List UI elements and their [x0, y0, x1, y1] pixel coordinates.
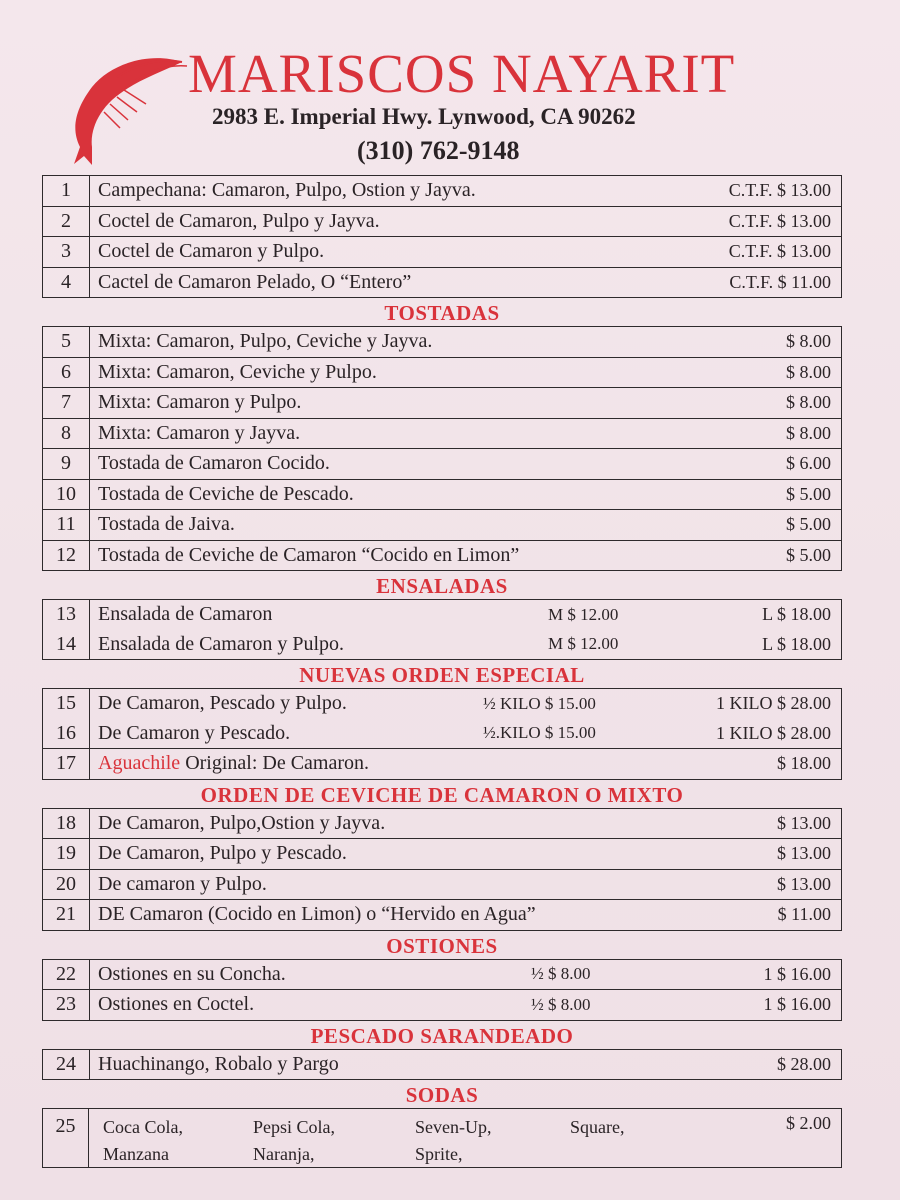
- item-number: 9: [43, 449, 90, 479]
- menu-list: [42, 175, 842, 1168]
- item-name-text: De Camaron, Pulpo y Pescado.: [98, 842, 347, 865]
- item-name: [90, 544, 841, 567]
- item-name-text: Coctel de Camaron y Pulpo.: [98, 240, 325, 263]
- menu-item[interactable]: [43, 509, 841, 540]
- item-name: [90, 903, 841, 926]
- item-name-text: De Camaron, Pescado y Pulpo.: [98, 692, 347, 715]
- item-price: $ 8.00: [786, 331, 831, 352]
- item-number: 19: [43, 839, 90, 869]
- menu-item[interactable]: [43, 600, 841, 630]
- item-price: C.T.F. $ 13.00: [728, 210, 831, 231]
- item-number: 7: [43, 388, 90, 418]
- menu-section: [42, 933, 842, 1021]
- item-name: [90, 1053, 841, 1076]
- menu-section: [42, 175, 842, 298]
- section-heading: NUEVAS ORDEN ESPECIAL: [299, 663, 585, 687]
- item-name-text: Mixta: Camaron, Ceviche y Pulpo.: [98, 360, 377, 383]
- item-price: $ 11.00: [777, 904, 831, 925]
- menu-section: [42, 573, 842, 660]
- section-heading: PESCADO SARANDEADO: [310, 1023, 574, 1048]
- item-name-text: Campechana: Camaron, Pulpo, Ostion y Jayva.: [98, 179, 476, 202]
- item-number: 18: [43, 809, 90, 839]
- item-name: [90, 483, 841, 506]
- soda-name: Sprite,: [415, 1143, 463, 1164]
- item-number: 8: [43, 419, 90, 449]
- item-price: C.T.F. $ 13.00: [728, 241, 831, 262]
- item-number: 10: [43, 480, 90, 510]
- section-heading: ORDEN DE CEVICHE DE CAMARON O MIXTO: [200, 782, 684, 807]
- menu-table: [42, 808, 842, 931]
- item-price: C.T.F. $ 11.00: [729, 271, 831, 292]
- menu-item[interactable]: [43, 748, 841, 779]
- item-price-small: ½ KILO $ 15.00: [483, 693, 596, 713]
- item-price-small: ½ $ 8.00: [531, 994, 591, 1014]
- soda-list: [89, 1109, 841, 1167]
- item-price: C.T.F. $ 13.00: [728, 180, 831, 201]
- item-name-text: Original: De Camaron.: [180, 752, 370, 775]
- item-price: 1 KILO $ 28.00: [716, 693, 831, 714]
- item-price: $ 5.00: [786, 483, 831, 504]
- soda-name: Manzana: [103, 1143, 169, 1164]
- menu-section: [42, 782, 842, 931]
- menu-section: [42, 1023, 842, 1081]
- item-price: $ 18.00: [777, 753, 831, 774]
- menu-item[interactable]: [43, 357, 841, 388]
- menu-item[interactable]: [43, 989, 841, 1020]
- item-price: $ 8.00: [786, 422, 831, 443]
- item-name: [90, 452, 841, 475]
- menu-item[interactable]: [43, 267, 841, 298]
- menu-table: [42, 959, 842, 1021]
- item-number: 25: [43, 1109, 89, 1167]
- menu-item[interactable]: [43, 327, 841, 357]
- item-name: [90, 993, 841, 1016]
- item-number: 24: [43, 1050, 90, 1080]
- menu-table: [42, 1049, 842, 1081]
- item-name-text: Mixta: Camaron, Pulpo, Ceviche y Jayva.: [98, 330, 433, 353]
- item-price: $ 6.00: [786, 453, 831, 474]
- item-price: $ 8.00: [786, 361, 831, 382]
- item-price: $ 2.00: [786, 1113, 831, 1133]
- item-price: $ 8.00: [786, 392, 831, 413]
- menu-item[interactable]: [43, 899, 841, 930]
- item-name: [90, 842, 841, 865]
- item-name-text: Mixta: Camaron y Jayva.: [98, 421, 301, 444]
- menu-item[interactable]: [43, 838, 841, 869]
- section-heading: TOSTADAS: [384, 301, 500, 325]
- soda-name: Seven-Up,: [415, 1117, 492, 1137]
- item-name-text: Tostada de Ceviche de Camaron “Cocido en Limon”: [98, 543, 520, 566]
- item-name: [90, 391, 841, 414]
- menu-item[interactable]: [43, 236, 841, 267]
- item-price: L $ 18.00: [762, 604, 831, 625]
- item-number: 16: [43, 719, 90, 749]
- item-name: [90, 513, 841, 536]
- item-name-text: De camaron y Pulpo.: [98, 872, 267, 895]
- menu-item[interactable]: [43, 869, 841, 900]
- item-name-text: DE Camaron (Cocido en Limon) o “Hervido en Agua”: [98, 903, 536, 926]
- menu-item[interactable]: [43, 1109, 841, 1167]
- menu-item[interactable]: [43, 387, 841, 418]
- item-number: 21: [43, 900, 90, 930]
- item-name: [90, 422, 841, 445]
- item-name-highlight: Aguachile: [98, 752, 181, 775]
- item-number: 11: [43, 510, 90, 540]
- item-name-text: Tostada de Jaiva.: [98, 513, 235, 536]
- item-number: 22: [43, 960, 90, 990]
- restaurant-address: 2983 E. Imperial Hwy. Lynwood, CA 90262: [212, 104, 636, 129]
- soda-name: Pepsi Cola,: [253, 1117, 336, 1137]
- item-name-text: Cactel de Camaron Pelado, O “Entero”: [98, 270, 412, 293]
- soda-name: Naranja,: [253, 1143, 315, 1164]
- item-number: 12: [43, 541, 90, 571]
- menu-section: [42, 300, 842, 571]
- item-name-text: Huachinango, Robalo y Pargo: [98, 1052, 339, 1075]
- item-price: $ 13.00: [777, 873, 831, 894]
- item-price: $ 13.00: [777, 812, 831, 833]
- item-name: [90, 963, 841, 986]
- item-name-text: Ostiones en su Concha.: [98, 962, 286, 985]
- item-name: [90, 330, 841, 353]
- item-name: [90, 752, 841, 775]
- item-name-text: Tostada de Camaron Cocido.: [98, 452, 330, 475]
- item-number: 4: [43, 268, 90, 298]
- item-number: 17: [43, 749, 90, 779]
- shrimp-logo-icon: [62, 52, 192, 167]
- item-name-text: Ensalada de Camaron: [98, 603, 273, 626]
- menu-section: [42, 1082, 842, 1168]
- section-heading: SODAS: [405, 1083, 479, 1107]
- item-number: 2: [43, 207, 90, 237]
- item-price: $ 5.00: [786, 544, 831, 565]
- menu-table: [42, 1108, 842, 1168]
- item-price: 1 KILO $ 28.00: [716, 722, 831, 743]
- item-price: L $ 18.00: [762, 633, 831, 654]
- section-heading: OSTIONES: [386, 933, 498, 958]
- item-number: 5: [43, 327, 90, 357]
- item-name: [90, 361, 841, 384]
- item-name-text: Ostiones en Coctel.: [98, 993, 255, 1016]
- restaurant-phone: (310) 762-9148: [357, 136, 520, 165]
- item-price: $ 28.00: [777, 1053, 831, 1074]
- item-name: [90, 271, 841, 294]
- item-number: 3: [43, 237, 90, 267]
- menu-header: [0, 0, 900, 172]
- menu-table: [42, 599, 842, 660]
- menu-item[interactable]: [43, 540, 841, 571]
- menu-section: [42, 662, 842, 780]
- item-number: 14: [43, 630, 90, 660]
- menu-table: [42, 175, 842, 298]
- section-heading: ENSALADAS: [376, 574, 508, 598]
- item-price: $ 13.00: [777, 843, 831, 864]
- item-name-text: Ensalada de Camaron y Pulpo.: [98, 632, 345, 655]
- item-name-text: De Camaron y Pescado.: [98, 721, 291, 744]
- item-price-small: M $ 12.00: [548, 604, 619, 624]
- item-number: 20: [43, 870, 90, 900]
- menu-item[interactable]: [43, 689, 841, 719]
- item-name-text: Coctel de Camaron, Pulpo y Jayva.: [98, 209, 380, 232]
- item-price: 1 $ 16.00: [763, 963, 831, 984]
- soda-name: Square,: [570, 1117, 625, 1137]
- menu-item[interactable]: [43, 719, 841, 749]
- menu-item[interactable]: [43, 809, 841, 839]
- menu-table: [42, 326, 842, 571]
- item-name-text: Mixta: Camaron y Pulpo.: [98, 391, 302, 414]
- menu-item[interactable]: [43, 448, 841, 479]
- item-name: [90, 812, 841, 835]
- menu-item[interactable]: [43, 630, 841, 660]
- item-name: [90, 873, 841, 896]
- item-name: [90, 603, 841, 626]
- soda-name: Coca Cola,: [103, 1117, 183, 1137]
- item-price-small: M $ 12.00: [548, 634, 619, 654]
- item-price: $ 5.00: [786, 514, 831, 535]
- restaurant-name: MARISCOS NAYARIT: [188, 43, 736, 104]
- menu-table: [42, 688, 842, 780]
- item-number: 23: [43, 990, 90, 1020]
- item-number: 1: [43, 176, 90, 206]
- item-name: [90, 633, 841, 656]
- item-number: 13: [43, 600, 90, 630]
- item-price-small: ½.KILO $ 15.00: [483, 723, 596, 743]
- menu-item[interactable]: [43, 1050, 841, 1080]
- item-number: 6: [43, 358, 90, 388]
- menu-item[interactable]: [43, 418, 841, 449]
- item-price: 1 $ 16.00: [763, 994, 831, 1015]
- menu-item[interactable]: [43, 176, 841, 206]
- menu-item[interactable]: [43, 206, 841, 237]
- item-price-small: ½ $ 8.00: [531, 964, 591, 984]
- menu-item[interactable]: [43, 479, 841, 510]
- item-name-text: De Camaron, Pulpo,Ostion y Jayva.: [98, 811, 386, 834]
- item-number: 15: [43, 689, 90, 719]
- menu-item[interactable]: [43, 960, 841, 990]
- item-name-text: Tostada de Ceviche de Pescado.: [98, 482, 354, 505]
